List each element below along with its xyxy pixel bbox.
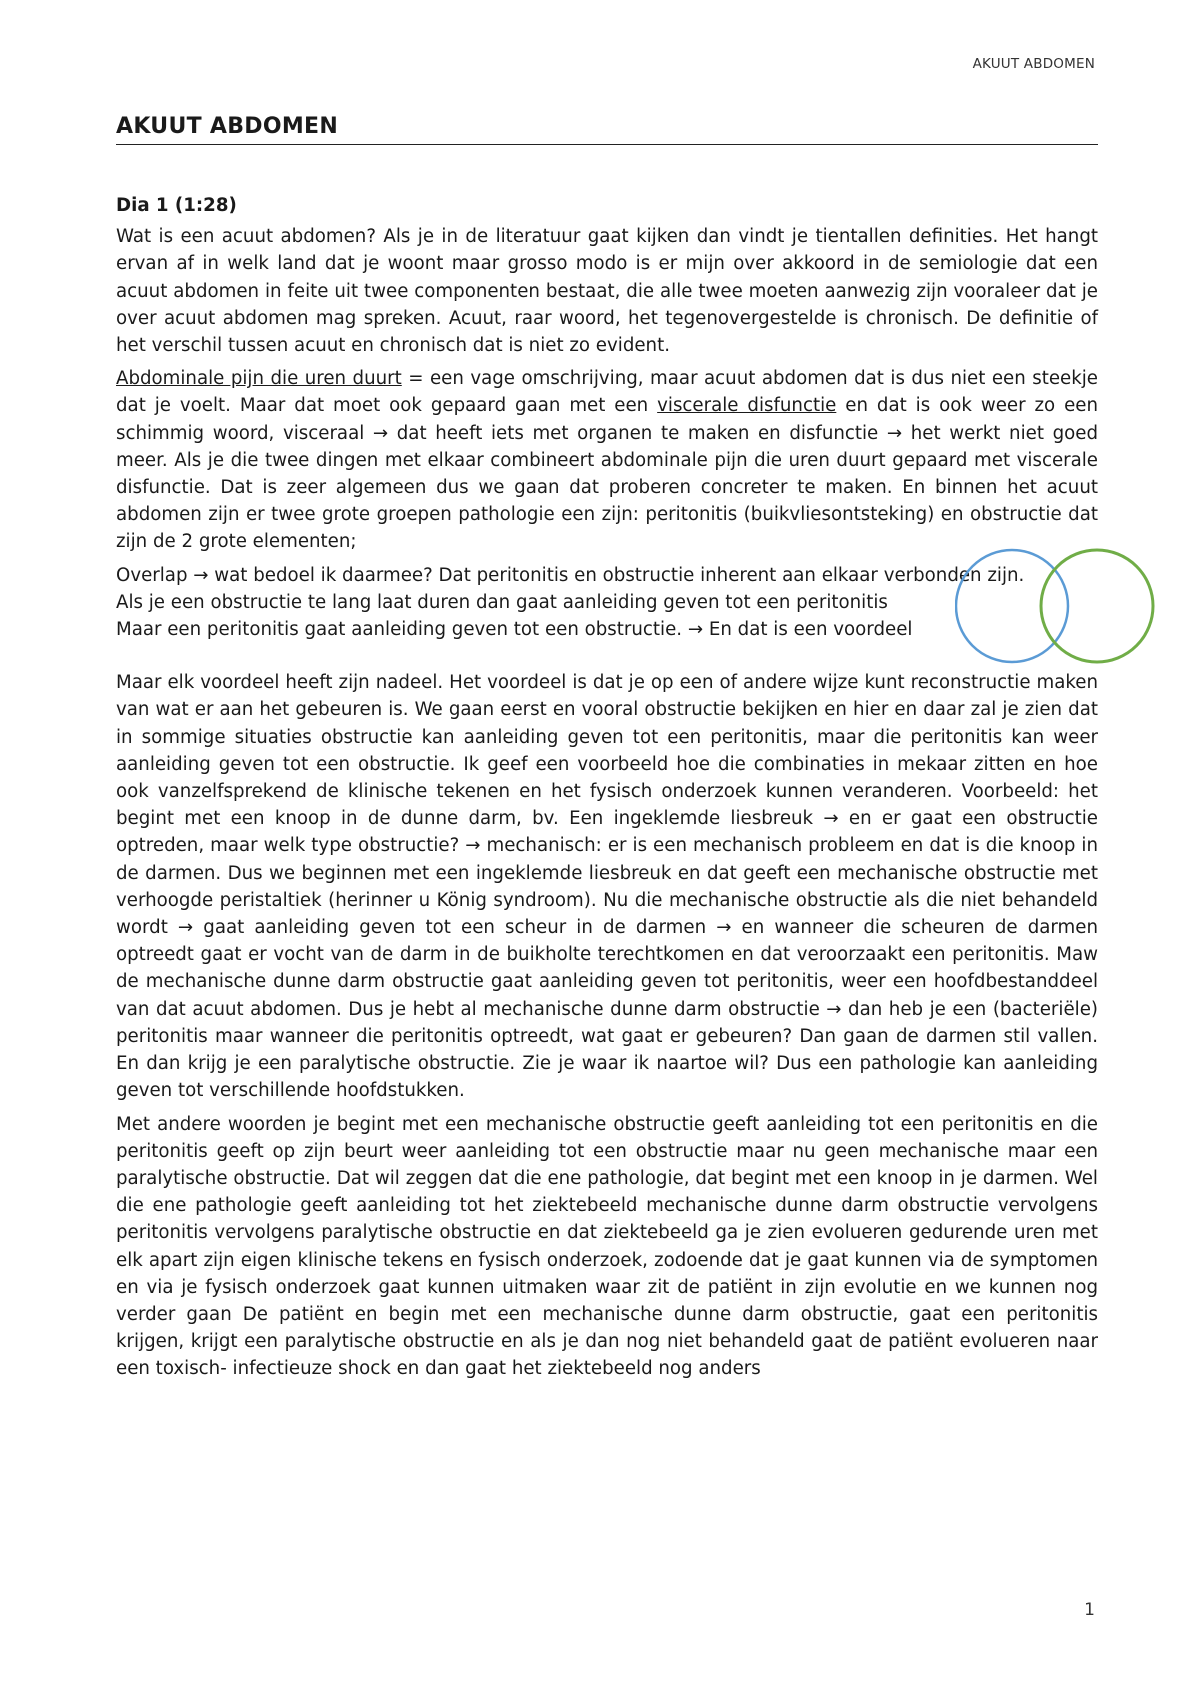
underlined-term-visceral-dysfunction: viscerale disfunctie xyxy=(657,395,837,417)
paragraph-peritonitis-to-obstruction: Maar een peritonitis gaat aanleiding geven tot een obstructie. → En dat is een voordeel xyxy=(116,619,913,641)
paragraph-example: Maar elk voordeel heeft zijn nadeel. Het voordeel is dat je op een of andere wijze kunt reconstructie maken van wat er aan het gebeuren is. We gaan eerst en vooral obstructie bekijken en hier en daar zal je zien dat in sommige situaties obstructie kan aanleiding geven tot een peritonitis, maar die peritonitis kan weer aanleiding geven tot een obstructie. Ik geef een voorbeeld hoe die combinaties in mekaar zitten en hoe ook vanzelfsprekend de klinische tekenen en het fysisch onderzoek kunnen veranderen. Voorbeeld: het begint met een knoop in de dunne darm, bv. Een ingeklemde liesbreuk → en er gaat een obstructie optreden, maar welk type obstructie? → mechanisch: er is een mechanisch probleem en dat is die knoop in de darmen. Dus we beginnen met een ingeklemde liesbreuk en dat geeft een mechanische obstructie met verhoogde peristaltiek (herinner u König syndroom). Nu die mechanische obstructie als die niet behandeld wordt → gaat aanleiding geven tot een scheur in de darmen → en wanneer die scheuren de darmen optreedt gaat er vocht van de darm in de buikholte terechtkomen en dat veroorzaakt een peritonitis. Maw de mechanische dunne darm obstructie gaat aanleiding geven tot peritonitis, weer een hoofdbestanddeel van dat acuut abdomen. Dus je hebt al mechanische dunne darm obstructie → dan heb je een (bacteriële) peritonitis maar wanneer die peritonitis optreedt, wat gaat er gebeuren? Dan gaan de darmen stil vallen. En dan krijg je een paralytische obstructie. Zie je waar ik naartoe wil? Dus een pathologie kan aanleiding geven tot verschillende hoofdstukken. xyxy=(116,672,1098,1102)
paragraph-text: = een vage omschrijving, maar acuut abdomen dat is dus niet een steekje dat je voelt. Maar dat moet ook gepaard gaan met een xyxy=(116,368,1098,417)
paragraph-abdominal-pain xyxy=(116,365,1098,555)
paragraph-text: en dat is ook weer zo een schimmig woord, visceraal → dat heeft iets met organen te maken en disfunctie → het werkt niet goed meer. Als je die twee dingen met elkaar combineert abdominale pijn die uren duurt gepaard met viscerale disfunctie. Dat is zeer algemeen dus we gaan dat proberen concreter te maken. En binnen het acuut abdomen zijn er twee grote groepen pathologie een zijn: peritonitis (buikvliesontsteking) en obstructie dat zijn de 2 grote elementen; xyxy=(116,395,1098,553)
paragraph-evolution: Met andere woorden je begint met een mechanische obstructie geeft aanleiding tot een peritonitis en die peritonitis geeft op zijn beurt weer aanleiding tot een obstructie maar nu geen mechanische maar een paralytische obstructie. Dat wil zeggen dat die ene pathologie, dat begint met een knoop in je darmen. Wel die ene pathologie geeft aanleiding tot het ziektebeeld mechanische dunne darm obstructie vervolgens peritonitis vervolgens paralytische obstructie en dat ziektebeeld ga je zien evolueren gedurende uren met elk apart zijn eigen klinische tekens en fysisch onderzoek, zodoende dat je gaat kunnen via de symptomen en via je fysisch onderzoek gaat kunnen uitmaken waar zit de patiënt in zijn evolutie en we kunnen nog verder gaan De patiënt en begin met een mechanische dunne darm obstructie, gaat een peritonitis krijgen, krijgt een paralytische obstructie en als je dan nog niet behandeld gaat de patiënt evolueren naar een toxisch- infectieuze shock en dan gaat het ziektebeeld nog anders xyxy=(116,1113,1098,1380)
paragraph-obstruction-to-peritonitis: Als je een obstructie te lang laat duren dan gaat aanleiding geven tot een peritonitis xyxy=(116,591,888,613)
page-number: 1 xyxy=(1084,1600,1095,1620)
paragraph-overlap: Overlap → wat bedoel ik daarmee? Dat peritonitis en obstructie inherent aan elkaar verbonden zijn. xyxy=(116,564,1025,586)
venn-circle-obstruction xyxy=(1041,550,1153,662)
running-header: AKUUT ABDOMEN xyxy=(972,56,1095,72)
section-heading: Dia 1 (1:28) xyxy=(116,195,237,216)
venn-circle-peritonitis xyxy=(956,550,1068,662)
document-title: AKUUT ABDOMEN xyxy=(116,114,1098,145)
underlined-term-abdominal-pain: Abdominale pijn die uren duurt xyxy=(116,368,402,390)
document-body xyxy=(116,192,1098,1389)
venn-diagram-overlap xyxy=(955,548,1155,670)
paragraph-definition: Wat is een acuut abdomen? Als je in de literatuur gaat kijken dan vindt je tientallen definities. Het hangt ervan af in welk land dat je woont maar grosso modo is er mijn over akkoord in de semiologie dat een acuut abdomen in feite uit twee componenten bestaat, die alle twee moeten aanwezig zijn vooraleer dat je over acuut abdomen mag spreken. Acuut, raar woord, het tegenovergestelde is chronisch. De definitie of het verschil tussen acuut en chronisch dat is niet zo evident. xyxy=(116,226,1098,357)
